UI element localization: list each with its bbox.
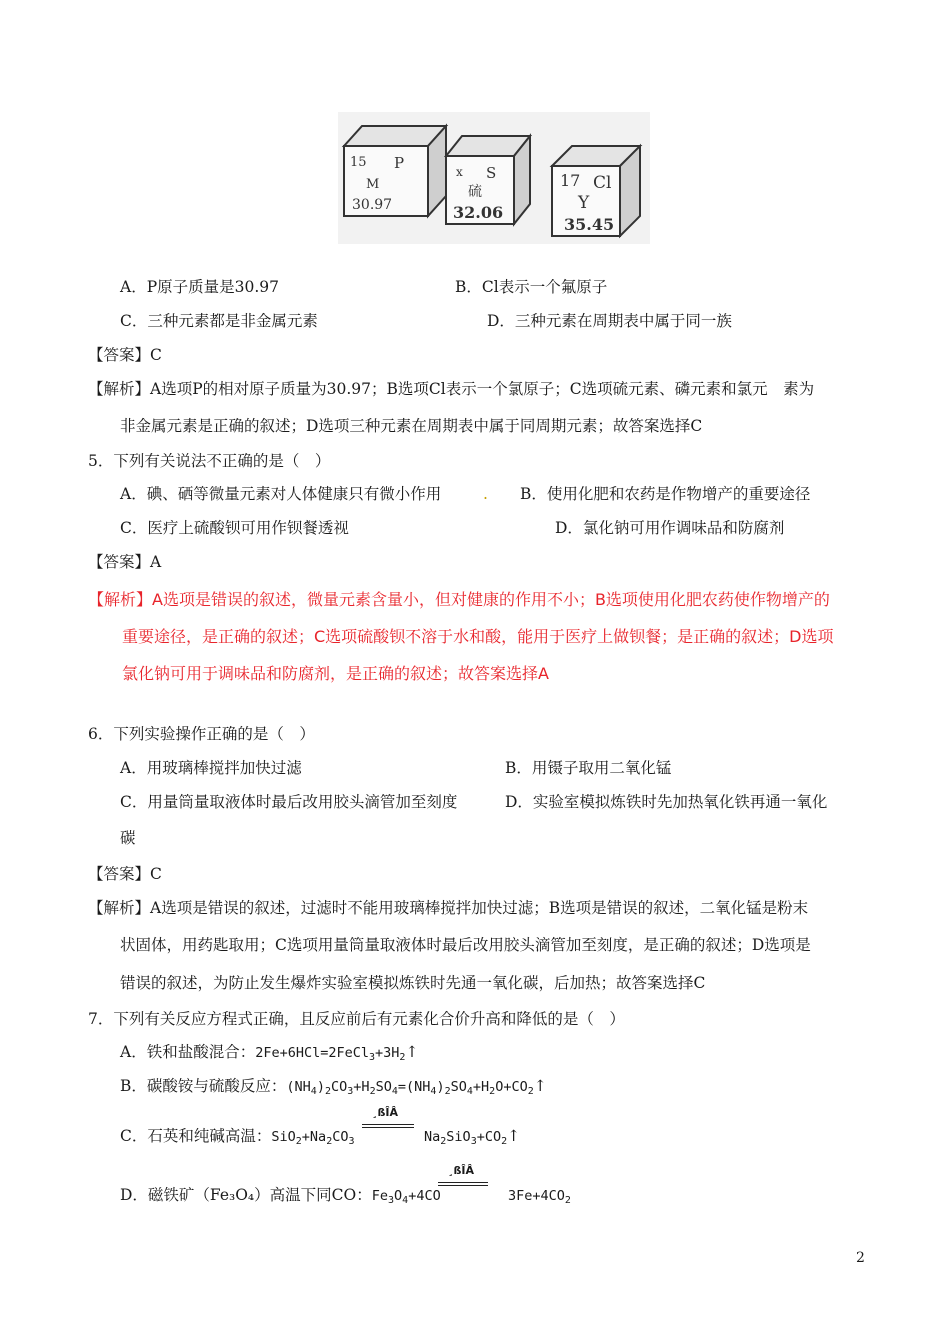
q7-option-d-condition <box>438 1166 488 1194</box>
cube-s-mass: 32.06 <box>453 203 504 222</box>
q7-option-a-arrow: ↑ <box>405 1043 419 1061</box>
q7-option-d-reactants: $Fe_3O_4+4CO$ <box>371 1188 441 1206</box>
q7-option-b-arrow: ↑ <box>533 1077 547 1095</box>
q7-option-c-label: C．石英和纯碱高温： <box>120 1127 272 1145</box>
cube-s-symbol: S <box>486 164 497 182</box>
q6-analysis-line1: 【解析】A选项是错误的叙述，过滤时不能用玻璃棒搅拌加快过滤；B选项是错误的叙述，二氧化锰是粉末 <box>88 899 809 917</box>
q6-stem: 6．下列实验操作正确的是（ ） <box>88 725 315 743</box>
q7-option-c-arrow: ↑ <box>507 1127 521 1145</box>
cube-p-name: M <box>366 177 380 192</box>
page-number: 2 <box>856 1250 865 1266</box>
q5-option-a: A．碘、硒等微量元素对人体健康只有微小作用 <box>120 485 442 503</box>
q7-option-b <box>120 1076 547 1097</box>
q7-option-b-equation: $(NH_4)_2CO_3+H_2SO_4=(NH_4)_2SO_4+H_2O+CO_2$ <box>286 1079 534 1097</box>
q6-analysis-line3: 错误的叙述，为防止发生爆炸实验室模拟炼铁时先通一氧化碳，后加热；故答案选择C <box>120 974 706 992</box>
q7-stem: 7．下列有关反应方程式正确，且反应前后有元素化合价升高和降低的是（ ） <box>88 1010 625 1028</box>
q7-option-d-products: $3Fe+4CO_2$ <box>508 1188 571 1206</box>
cube-cl-symbol: Cl <box>593 173 612 193</box>
q7-option-a-equation: $2Fe+6HCl=2FeCl_3+3H_2$ <box>255 1045 406 1063</box>
q4-option-a: A．P原子质量是30.97 <box>120 278 279 296</box>
q5-analysis-line3: 氯化钠可用于调味品和防腐剂，是正确的叙述；故答案选择A <box>122 664 549 683</box>
cube-cl-name: Y <box>578 193 590 213</box>
q6-analysis-line2: 状固体，用药匙取用；C选项用量筒量取液体时最后改用胶头滴管加至刻度，是正确的叙述；D选项是 <box>120 936 811 954</box>
q4-option-b: B．Cl表示一个氟原子 <box>455 278 608 296</box>
q5-option-b: B．使用化肥和农药是作物增产的重要途径 <box>520 485 811 503</box>
q4-option-d: D．三种元素在周期表中属于同一族 <box>487 312 732 330</box>
cube-p-number: 15 <box>350 155 367 170</box>
cube-s-name: 硫 <box>468 184 482 200</box>
q5-option-c: C．医疗上硫酸钡可用作钡餐透视 <box>120 519 349 537</box>
q6-option-d-continued: 碳 <box>120 829 136 847</box>
q4-answer: 【答案】C <box>88 346 162 364</box>
q5-analysis-line2: 重要途径，是正确的叙述；C选项硫酸钡不溶于水和酸，能用于医疗上做钡餐；是正确的叙述；D选项 <box>122 627 834 646</box>
q6-option-d: D．实验室模拟炼铁时先加热氧化铁再通一氧化 <box>505 793 828 811</box>
cube-s-number: x <box>456 165 463 179</box>
cube-cl-mass: 35.45 <box>564 215 615 234</box>
q6-option-c: C．用量筒量取液体时最后改用胶头滴管加至刻度 <box>120 793 458 811</box>
q5-option-d: D．氯化钠可用作调味品和防腐剂 <box>555 519 785 537</box>
q5-option-a-mark: . <box>483 485 488 503</box>
cube-p-symbol: P <box>394 154 405 172</box>
q5-stem: 5．下列有关说法不正确的是（ ） <box>88 452 331 470</box>
q7-option-c-products: $Na_2SiO_3+CO_2↑$ <box>424 1127 521 1147</box>
q7-option-d-label: D．磁铁矿（Fe₃O₄）高温下同CO： <box>120 1186 372 1204</box>
element-cubes-figure <box>338 112 650 244</box>
q7-option-b-label: B．碳酸铵与硫酸反应： <box>120 1077 287 1095</box>
q4-option-c: C．三种元素都是非金属元素 <box>120 312 318 330</box>
q5-analysis-line1: 【解析】A选项是错误的叙述，微量元素含量小，但对健康的作用不小；B选项使用化肥农药使作物增产的 <box>88 590 830 609</box>
q7-option-a-label: A．铁和盐酸混合： <box>120 1043 256 1061</box>
q6-option-b: B．用镊子取用二氧化锰 <box>505 759 672 777</box>
q7-option-c <box>120 1126 355 1147</box>
q7-option-a <box>120 1042 418 1063</box>
q7-option-d-condition-label: ¸ßÎÂ <box>448 1164 475 1177</box>
q7-option-c-reactants: $SiO_2+Na_2CO_3$ <box>271 1129 355 1147</box>
q6-answer: 【答案】C <box>88 865 162 883</box>
q7-option-c-condition <box>362 1108 414 1136</box>
cube-cl-number: 17 <box>560 171 581 190</box>
q4-analysis-line2: 非金属元素是正确的叙述；D选项三种元素在周期表中属于同周期元素；故答案选择C <box>120 417 703 435</box>
q5-answer: 【答案】A <box>88 553 162 571</box>
q7-option-c-condition-label: ¸ßÎÂ <box>372 1106 399 1119</box>
q6-option-a: A．用玻璃棒搅拌加快过滤 <box>120 759 302 777</box>
cube-p-mass: 30.97 <box>352 197 393 213</box>
q7-option-d <box>120 1185 441 1206</box>
q4-analysis-line1: 【解析】A选项P的相对原子质量为30.97；B选项Cl表示一个氯原子；C选项硫元素、磷元素和氯元 素为 <box>88 380 815 398</box>
